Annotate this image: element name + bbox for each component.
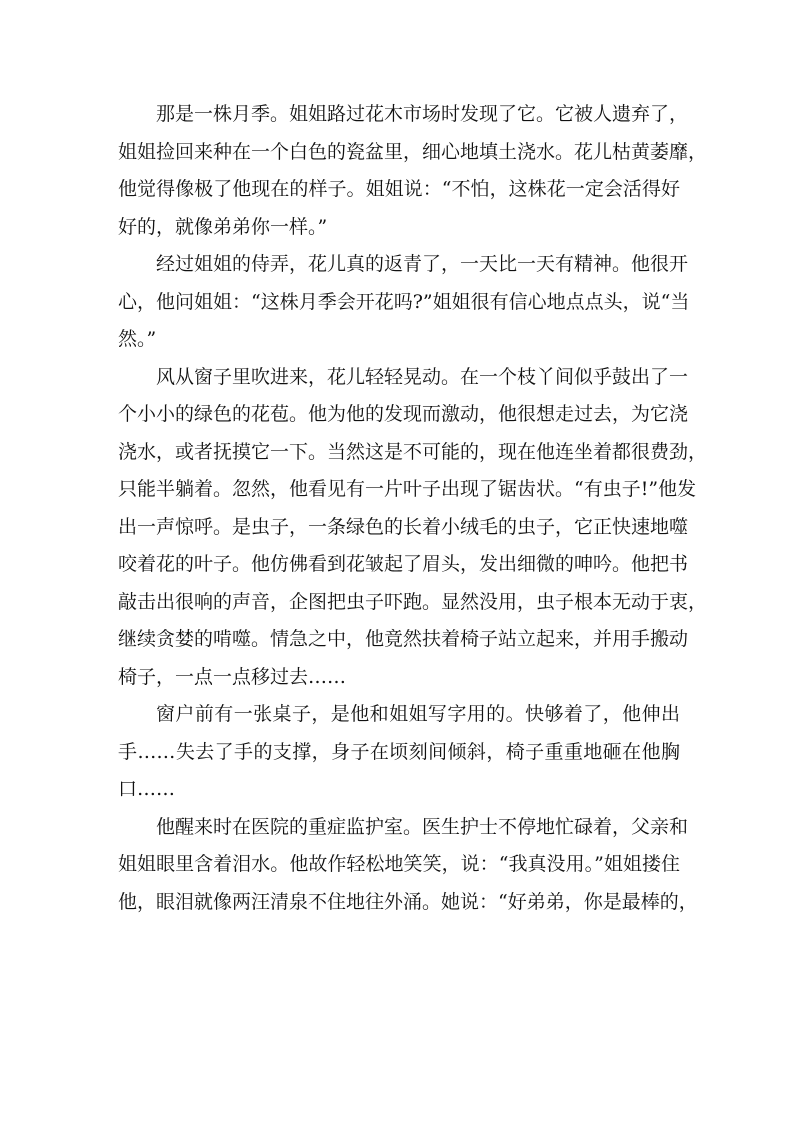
paragraph-4 [118, 696, 680, 809]
text-line: 姐姐眼里含着泪水。他故作轻松地笑笑，说：“我真没用。”姐姐搂住 [118, 853, 680, 875]
paragraph-3 [118, 359, 708, 697]
text-line: 他，眼泪就像两汪清泉不住地往外涌。她说：“好弟弟，你是最棒的， [118, 890, 698, 913]
text-line: 个小小的绿色的花苞。他为他的发现而激动，他很想走过去，为它浇 [118, 403, 689, 425]
text-line: 敲击出很响的声音，企图把虫子吓跑。显然没用，虫子根本无动于衷， [118, 590, 708, 613]
paragraph-1 [118, 96, 708, 246]
text-line: 好的，就像弟弟你一样。” [118, 215, 328, 238]
text-line: 口…… [118, 778, 176, 800]
text-line: 风从窗子里吹进来，花儿轻轻晃动。在一个枝丫间似乎鼓出了一 [156, 365, 689, 388]
paragraph-2 [118, 246, 690, 359]
text-line: 那是一株月季。姐姐路过花木市场时发现了它。它被人遗弃了， [156, 103, 689, 125]
text-line: 窗户前有一张桌子，是他和姐姐写字用的。快够着了，他伸出 [156, 703, 680, 725]
text-line: 浇水，或者抚摸它一下。当然这是不可能的，现在他连坐着都很费劲， [118, 440, 708, 463]
text-line: 椅子，一点一点移过去…… [118, 665, 347, 688]
text-line: 只能半躺着。忽然，他看见有一片叶子出现了锯齿状。“有虫子!”他发 [118, 478, 697, 500]
text-line: 姐姐捡回来种在一个白色的瓷盆里，细心地填土浇水。花儿枯黄萎靡， [118, 140, 708, 163]
paragraph-5 [118, 809, 698, 922]
text-line: 他觉得像极了他现在的样子。姐姐说：“不怕，这株花一定会活得好 [118, 178, 680, 200]
text-line: 经过姐姐的侍弄，花儿真的返青了，一天比一天有精神。他很开 [156, 253, 689, 275]
document-page [118, 96, 708, 921]
text-line: 手……失去了手的支撑，身子在顷刻间倾斜，椅子重重地砸在他胸 [118, 740, 680, 763]
text-line: 然。” [118, 328, 157, 350]
text-line: 咬着花的叶子。他仿佛看到花皱起了眉头，发出细微的呻吟。他把书 [118, 553, 689, 575]
text-line: 出一声惊呼。是虫子，一条绿色的长着小绒毛的虫子，它正快速地噬 [118, 515, 689, 538]
text-line: 他醒来时在医院的重症监护室。医生护士不停地忙碌着，父亲和 [156, 815, 689, 838]
text-line: 继续贪婪的啃噬。情急之中，他竟然扶着椅子站立起来，并用手搬动 [118, 628, 689, 650]
text-line: 心，他问姐姐：“这株月季会开花吗?”姐姐很有信心地点点头，说“当 [118, 290, 690, 313]
